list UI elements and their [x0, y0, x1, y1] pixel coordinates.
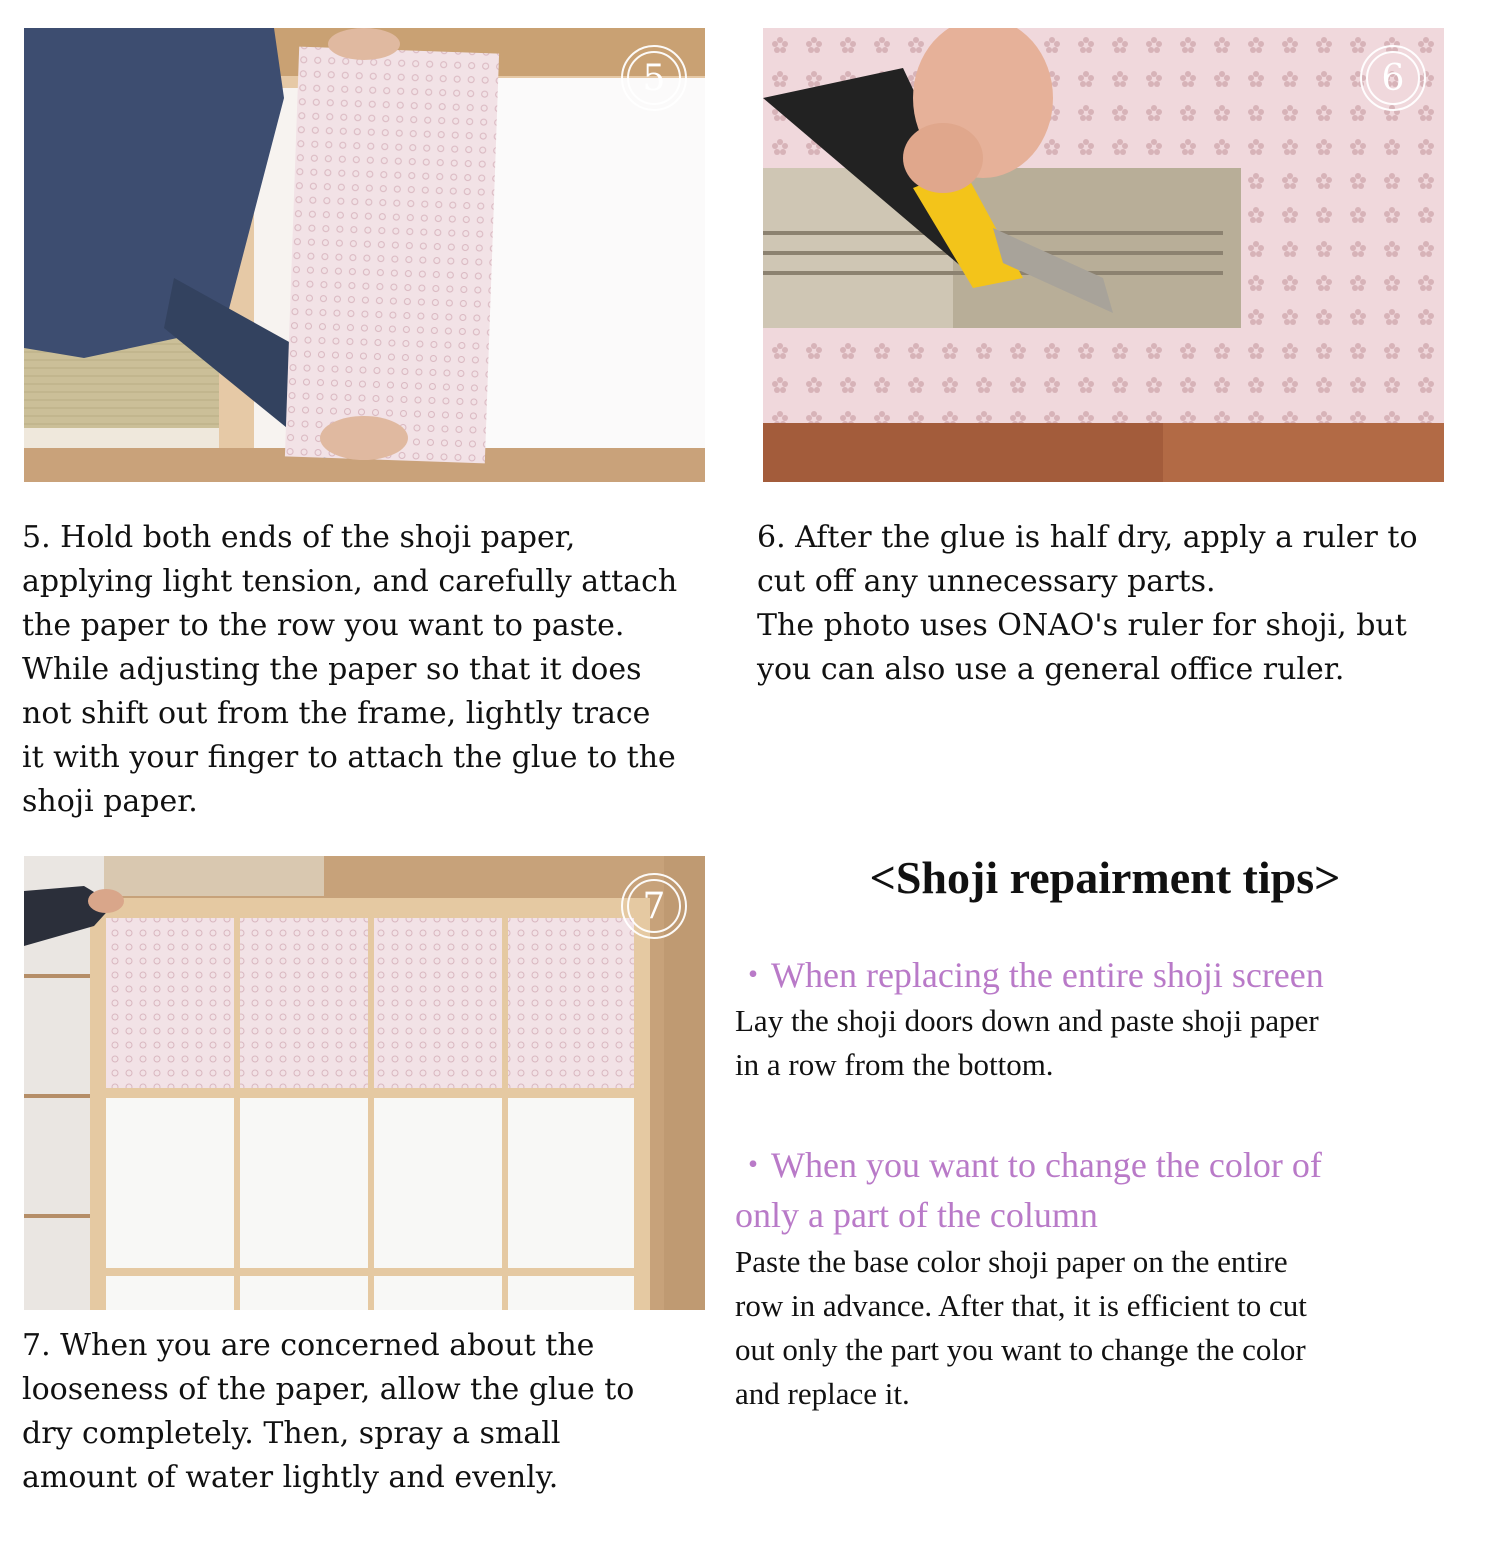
tip-2-body-line: and replace it. — [735, 1376, 910, 1411]
step-6-line: The photo uses ONAO's ruler for shoji, but — [757, 608, 1407, 643]
step-6-line: cut off any unnecessary parts. — [757, 564, 1216, 599]
step-5-badge — [621, 45, 687, 111]
step-7-line: amount of water lightly and evenly. — [22, 1460, 559, 1495]
tip-2-body-line: out only the part you want to change the color — [735, 1332, 1306, 1367]
step-7-caption — [22, 1324, 634, 1500]
step-5-line: 5. Hold both ends of the shoji paper, — [22, 520, 576, 555]
step-5-number: 5 — [642, 57, 666, 99]
step-5-caption — [22, 516, 677, 824]
tip-2-body — [735, 1240, 1307, 1416]
step-6-line: you can also use a general office ruler. — [757, 652, 1345, 687]
tip-1-heading-line: ・When replacing the entire shoji screen — [735, 955, 1324, 995]
step-6-badge — [1360, 45, 1426, 111]
tip-2-body-line: row in advance. After that, it is efficient to cut — [735, 1288, 1307, 1323]
step-6-number: 6 — [1381, 57, 1405, 99]
step-5-line: shoji paper. — [22, 784, 198, 819]
tip-2-heading-line: ・When you want to change the color of — [735, 1145, 1322, 1185]
step-7-badge — [621, 873, 687, 939]
tip-2-heading — [735, 1140, 1322, 1240]
tip-2-heading-line: only a part of the column — [735, 1195, 1098, 1235]
step-5-line: While adjusting the paper so that it does — [22, 652, 642, 687]
tip-1-body-line: in a row from the bottom. — [735, 1047, 1054, 1082]
tip-1-body-line: Lay the shoji doors down and paste shoji paper — [735, 1003, 1319, 1038]
step-6-photo — [763, 28, 1444, 482]
step-7-number: 7 — [642, 885, 666, 927]
step-7-line: dry completely. Then, spray a small — [22, 1416, 561, 1451]
tips-title: <Shoji repairment tips> — [869, 852, 1341, 903]
step-7-photo — [24, 856, 705, 1310]
step-5-line: not shift out from the frame, lightly trace — [22, 696, 651, 731]
step-5-line: the paper to the row you want to paste. — [22, 608, 625, 643]
tip-1-heading — [735, 950, 1324, 1000]
tip-2-body-line: Paste the base color shoji paper on the entire — [735, 1244, 1288, 1279]
step-5-line: it with your finger to attach the glue to the — [22, 740, 676, 775]
step-7-line: 7. When you are concerned about the — [22, 1328, 595, 1363]
step-6-line: 6. After the glue is half dry, apply a ruler to — [757, 520, 1418, 555]
step-6-caption — [757, 516, 1418, 692]
tip-1-body — [735, 999, 1319, 1087]
step-7-line: looseness of the paper, allow the glue to — [22, 1372, 635, 1407]
step-5-line: applying light tension, and carefully attach — [22, 564, 678, 599]
step-5-photo — [24, 28, 705, 482]
